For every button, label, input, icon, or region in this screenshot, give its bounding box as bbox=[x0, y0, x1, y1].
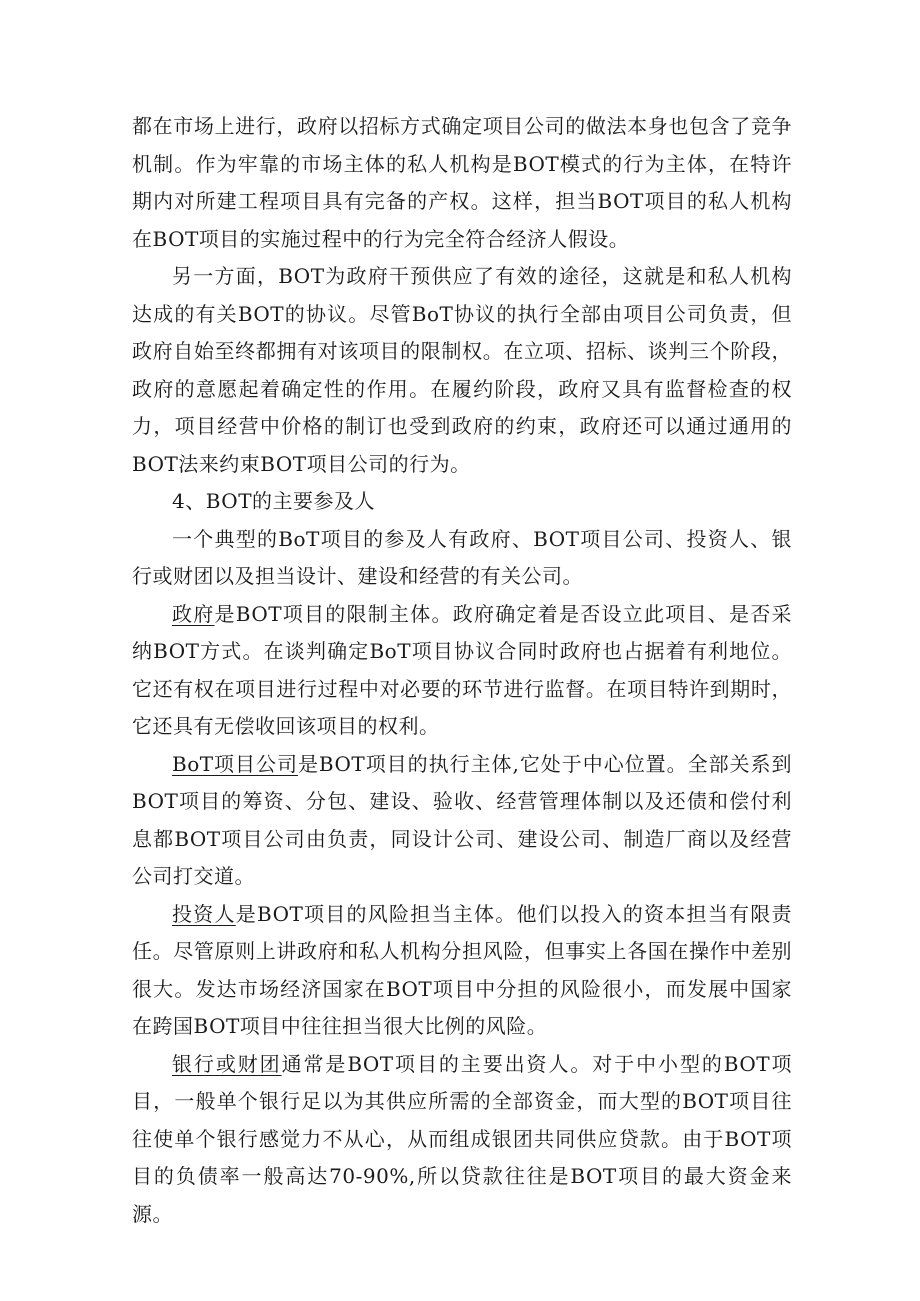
paragraph-participants-intro: 一个典型的BoT项目的参及人有政府、BOT项目公司、投资人、银行或财团以及担当设计、建设和经营的有关公司。 bbox=[132, 526, 792, 588]
description-bank-consortium: 通常是BOT项目的主要出资人。对于中小型的BOT项目，一般单个银行足以为其供应所需的全部资金，而大型的BOT项目往往使单个银行感觉力不从心，从而组成银团共同供应贷款。由于BOT项目的负债率一般高达70-90%,所以贷款往往是BOT项目的最大资金来源。 bbox=[132, 1051, 792, 1226]
paragraph-competition-mechanism: 都在市场上进行，政府以招标方式确定项目公司的做法本身也包含了竞争机制。作为牢靠的市场主体的私人机构是BOT模式的行为主体，在特许期内对所建工程项目具有完备的产权。这样，担当BOT项目的私人机构在BOT项目的实施过程中的行为完全符合经济人假设。 bbox=[132, 114, 792, 251]
description-government: 是BOT项目的限制主体。政府确定着是否设立此项目、是否采纳BOT方式。在谈判确定BoT项目协议合同时政府也占据着有利地位。它还有权在项目进行过程中对必要的环节进行监督。在项目特许到期时，它还具有无偿收回该项目的权利。 bbox=[132, 601, 792, 738]
description-investor: 是BOT项目的风险担当主体。他们以投入的资本担当有限责任。尽管原则上讲政府和私人机构分担风险，但事实上各国在操作中差别很大。发达市场经济国家在BOT项目中分担的风险很小，而发展中国家在跨国BOT项目中往往担当很大比例的风险。 bbox=[132, 901, 792, 1038]
paragraph-government-intervention: 另一方面，BOT为政府干预供应了有效的途径，这就是和私人机构达成的有关BOT的协议。尽管BoT协议的执行全部由项目公司负责，但政府自始至终都拥有对该项目的限制权。在立项、招标、谈判三个阶段，政府的意愿起着确定性的作用。在履约阶段，政府又具有监督检查的权力，项目经营中价格的制订也受到政府的约束，政府还可以通过通用的BOT法来约束BOT项目公司的行为。 bbox=[132, 264, 792, 476]
document-page bbox=[132, 108, 792, 1233]
paragraph-project-company-role bbox=[132, 746, 792, 896]
term-project-company: BoT项目公司 bbox=[172, 751, 298, 776]
paragraph-investor-role bbox=[132, 896, 792, 1046]
paragraph-government-role bbox=[132, 596, 792, 746]
term-investor: 投资人 bbox=[172, 901, 236, 926]
term-bank-consortium: 银行或财团 bbox=[172, 1051, 282, 1076]
paragraph-bank-role bbox=[132, 1046, 792, 1234]
section-heading: 4、BOT的主要参及人 bbox=[172, 489, 376, 513]
term-government: 政府 bbox=[172, 601, 215, 626]
description-project-company: 是BOT项目的执行主体,它处于中心位置。全部关系到BOT项目的筹资、分包、建设、验收、经营管理体制以及还债和偿付利息都BOT项目公司由负责，同设计公司、建设公司、制造厂商以及经营公司打交道。 bbox=[132, 751, 793, 888]
